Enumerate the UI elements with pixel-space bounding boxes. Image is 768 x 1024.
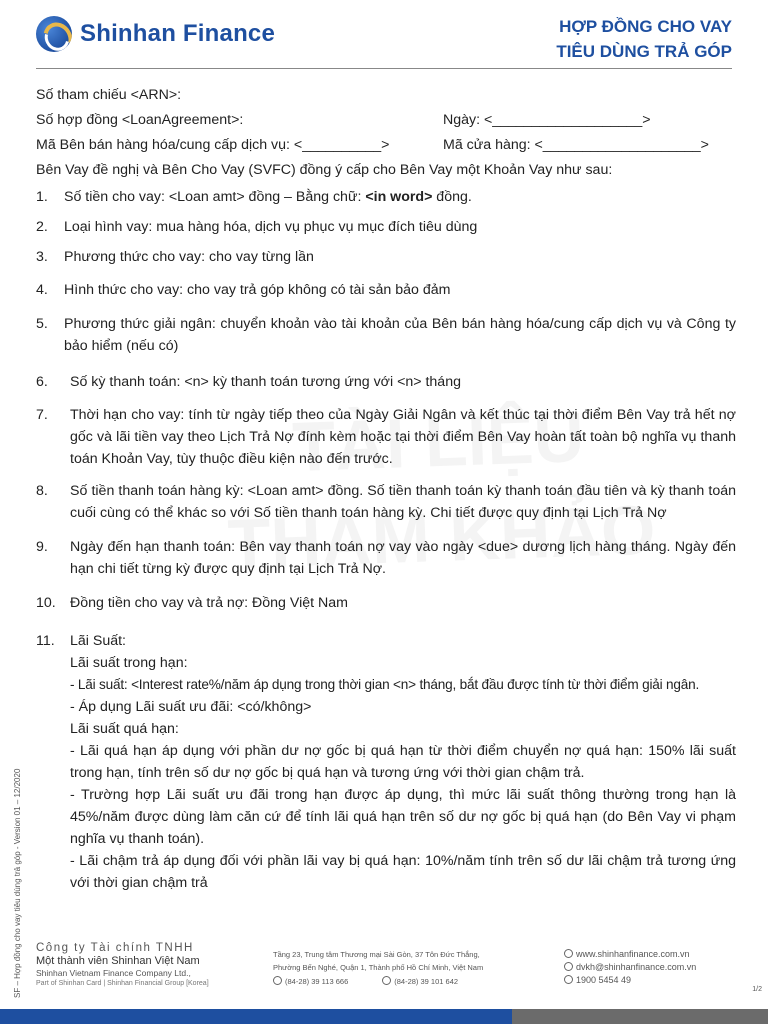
item-number: 1. <box>36 189 48 205</box>
email-link[interactable] <box>564 961 696 974</box>
title-line-1: HỢP ĐỒNG CHO VAY <box>559 17 732 36</box>
footer-bar-blue <box>0 1009 512 1024</box>
list-item <box>36 592 736 614</box>
address-line-1: Tầng 23, Trung tâm Thương mại Sài Gòn, 37 Tôn Đức Thắng, <box>273 950 480 959</box>
document-header <box>36 14 732 70</box>
item-text-pre: Số tiền cho vay: <Loan amt> đồng – Bằng chữ: <box>64 189 366 205</box>
contract-date-row <box>36 109 736 134</box>
list-item <box>36 480 736 524</box>
overdue-rule-1: - Lãi quá hạn áp dụng với phần dư nợ gốc bị quá hạn từ thời điểm chuyển nợ quá hạn: 150% lãi suất trong hạn, tính trên số dư nợ gốc bị quá hạn và tương ứng với thời gian chậm trả. <box>70 743 736 781</box>
email-text: dvkh@shinhanfinance.com.vn <box>576 962 697 972</box>
item-text-bold: <in word> <box>365 189 433 205</box>
company-name-line-2: Một thành viên Shinhan Việt Nam <box>36 955 200 967</box>
intro-text: Bên Vay đề nghị và Bên Cho Vay (SVFC) đồng ý cấp cho Bên Vay một Khoản Vay như sau: <box>36 162 613 178</box>
item-number: 4. <box>36 282 48 298</box>
document-footer <box>36 942 732 1002</box>
globe-icon <box>564 949 573 958</box>
document-title <box>556 14 732 64</box>
list-item <box>36 536 736 580</box>
hotline-text: 1900 5454 49 <box>576 975 632 985</box>
phone-2 <box>382 975 458 988</box>
fax-icon <box>382 976 391 985</box>
list-item <box>36 246 736 268</box>
item-text: Loại hình vay: mua hàng hóa, dịch vụ phục vụ mục đích tiêu dùng <box>64 219 478 235</box>
shinhan-logo-icon <box>36 16 72 52</box>
store-code-label: Mã cửa hàng: <____________________> <box>443 137 709 153</box>
contract-body <box>36 84 736 894</box>
in-term-rate: - Lãi suất: <Interest rate%/năm áp dụng trong thời gian <n> tháng, bắt đầu được tính từ thời điểm giải ngân. <box>70 677 700 692</box>
phone-icon <box>273 976 282 985</box>
reference-field <box>36 84 736 109</box>
interest-details <box>36 652 736 894</box>
company-logo <box>36 16 275 52</box>
item-number: 6. <box>36 374 48 390</box>
hotline <box>564 974 696 987</box>
item-text: Ngày đến hạn thanh toán: Bên vay thanh toán nợ vay vào ngày <due> dương lịch hàng tháng. Ngày đến hạn chi tiết từng kỳ được quy định tại Lịch Trả Nợ. <box>70 539 736 577</box>
item-number: 3. <box>36 249 48 265</box>
item-text-post: đồng. <box>432 189 472 205</box>
overdue-rule-2: - Trường hợp Lãi suất ưu đãi trong hạn được áp dụng, thì mức lãi suất thông thường trong hạn là 45%/năm được dùng làm căn cứ để tính lãi quá hạn trên số dư nợ gốc bị quá hạn (do Bên Vay vi phạm nghĩa vụ thanh toán). <box>70 787 736 847</box>
list-item <box>36 279 736 301</box>
item-number: 7. <box>36 407 48 423</box>
item-number: 9. <box>36 539 48 555</box>
item-number: 5. <box>36 316 48 332</box>
overdue-heading: Lãi suất quá hạn: <box>70 721 179 737</box>
logo-text: Shinhan Finance <box>80 20 276 47</box>
mail-icon <box>564 962 573 971</box>
item-text: Thời hạn cho vay: tính từ ngày tiếp theo của Ngày Giải Ngân và kết thúc tại thời điểm Bên Vay trả hết nợ gốc và lãi tiền vay theo Lịch Trả Nợ đính kèm hoặc tại thời điểm Bên Vay hoàn tất toàn bộ nghĩa vụ thanh toán Khoản Vay, tùy thuộc điều kiện nào đến trước. <box>70 407 736 467</box>
website-link[interactable] <box>564 948 696 961</box>
date-label: Ngày: <___________________> <box>443 112 651 128</box>
item-text: Số kỳ thanh toán: <n> kỳ thanh toán tương ứng với <n> tháng <box>70 374 461 390</box>
list-item <box>36 313 736 357</box>
item-number: 10. <box>36 595 56 611</box>
list-item <box>36 216 736 238</box>
page-number: 1/2 <box>752 986 762 993</box>
footer-bar-gray <box>512 1009 768 1024</box>
footer-contact <box>564 948 696 987</box>
list-item <box>36 404 736 470</box>
header-divider <box>36 68 732 69</box>
contract-number-label: Số hợp đồng <LoanAgreement>: <box>36 112 244 128</box>
phone-2-text: (84-28) 39 101 642 <box>394 977 459 986</box>
company-name-english: Shinhan Vietnam Finance Company Ltd., <box>36 968 191 978</box>
list-item <box>36 371 736 393</box>
merchant-store-row <box>36 134 736 159</box>
item-text: Hình thức cho vay: cho vay trả góp không có tài sản bảo đảm <box>64 282 451 298</box>
phone-icon <box>564 975 573 984</box>
footer-phones <box>273 975 483 988</box>
item-number: 11. <box>36 633 55 649</box>
item-text: Phương thức cho vay: cho vay từng lần <box>64 249 314 265</box>
promo-rate: - Áp dụng Lãi suất ưu đãi: <có/không> <box>70 699 312 715</box>
footer-address <box>273 948 483 988</box>
phone-1-text: (84-28) 39 113 666 <box>285 977 349 986</box>
reference-label: Số tham chiếu <ARN>: <box>36 87 182 103</box>
item-number: 2. <box>36 219 48 235</box>
item-text <box>64 186 736 208</box>
address-line-2: Phường Bến Nghé, Quận 1, Thành phố Hồ Chí Minh, Việt Nam <box>273 963 484 972</box>
item-number: 8. <box>36 483 48 499</box>
overdue-rule-3: - Lãi chậm trả áp dụng đối với phần lãi vay bị quá hạn: 10%/năm tính trên số dư lãi chậm trả tương ứng với thời gian chậm trả <box>70 853 736 891</box>
in-term-heading: Lãi suất trong hạn: <box>70 655 188 671</box>
item-text: Phương thức giải ngân: chuyển khoản vào tài khoản của Bên bán hàng hóa/cung cấp dịch vụ và Công ty bảo hiểm (nếu có) <box>64 316 736 354</box>
item-text: Đồng tiền cho vay và trả nợ: Đồng Việt Nam <box>70 595 348 611</box>
item-text: Số tiền thanh toán hàng kỳ: <Loan amt> đồng. Số tiền thanh toán kỳ thanh toán đầu tiên và kỳ thanh toán cuối cùng có thể khác so với Số tiền thanh toán hàng kỳ. Chi tiết được quy định tại Lịch Trả Nợ <box>70 483 736 521</box>
website-text: www.shinhanfinance.com.vn <box>576 949 690 959</box>
phone-1 <box>273 975 348 988</box>
company-name-line-1: Công ty Tài chính TNHH <box>36 942 194 954</box>
merchant-code-label: Mã Bên bán hàng hóa/cung cấp dịch vụ: <__________> <box>36 137 390 153</box>
item-text: Lãi Suất: <box>70 633 127 649</box>
version-side-label: SF – Hợp đồng cho vay tiêu dùng trả góp - Version 01 – 12/2020 <box>13 768 22 998</box>
list-item <box>36 186 736 208</box>
list-item <box>36 630 736 652</box>
company-group: Part of Shinhan Card | Shinhan Financial Group [Korea] <box>36 980 209 987</box>
title-line-2: TIÊU DÙNG TRẢ GÓP <box>556 42 732 61</box>
footer-company <box>36 942 209 987</box>
